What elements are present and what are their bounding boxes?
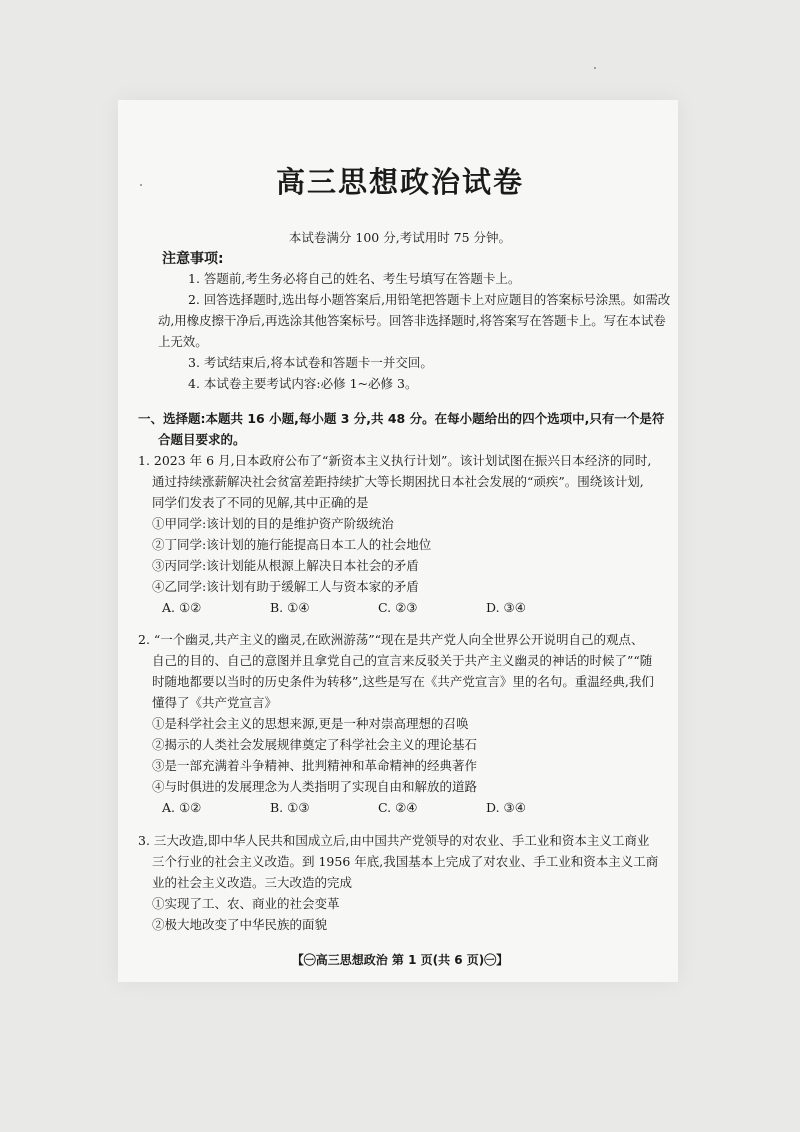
question-option: ②极大地改变了中华民族的面貌 (152, 917, 328, 932)
page-footer: 【㊀高三思想政治 第 1 页(共 6 页)㊀】 (291, 953, 509, 967)
question-stem-line: 3. 三大改造,即中华人民共和国成立后,由中国共产党领导的对农业、手工业和资本主义工商业 (138, 833, 650, 848)
answer-choices (138, 797, 678, 818)
question-option: ④乙同学:该计划有助于缓解工人与资本家的矛盾 (152, 579, 419, 594)
note-item: 2. 回答选择题时,选出每小题答案后,用铅笔把答题卡上对应题目的答案标号涂黑。如需改动,用橡皮擦干净后,再选涂其他答案标号。回答非选择题时,将答案写在答题卡上。写在本试卷上无效。 (158, 292, 671, 349)
section-heading-line: 合题目要求的。 (158, 432, 246, 447)
answer-choices (138, 597, 678, 618)
scan-speck (140, 184, 142, 186)
question-2 (138, 629, 678, 818)
answer-choice: A. ①② (162, 600, 202, 615)
exam-subtitle: 本试卷满分 100 分,考试用时 75 分钟。 (288, 230, 512, 245)
answer-choice: B. ①③ (270, 800, 310, 815)
note-item: 4. 本试卷主要考试内容:必修 1~必修 3。 (188, 376, 418, 391)
section-heading (138, 408, 668, 450)
question-stem-line: 通过持续涨薪解决社会贫富差距持续扩大等长期困扰日本社会发展的“顽疾”。围绕该计划, (152, 474, 644, 489)
question-option: ①是科学社会主义的思想来源,更是一种对崇高理想的召唤 (152, 716, 469, 731)
question-stem-line: 1. 2023 年 6 月,日本政府公布了“新资本主义执行计划”。该计划试图在振兴日本经济的同时, (138, 453, 652, 468)
notes-heading: 注意事项: (162, 251, 224, 267)
question-stem-line: 业的社会主义改造。三大改造的完成 (152, 875, 353, 890)
question-option: ①甲同学:该计划的目的是维护资产阶级统治 (152, 516, 394, 531)
question-stem-line: 自己的目的、自己的意图并且拿党自己的宣言来反驳关于共产主义幽灵的神话的时候了”“随 (152, 653, 653, 668)
question-option: ①实现了工、农、商业的社会变革 (152, 896, 340, 911)
question-1 (138, 450, 678, 618)
scan-speck (594, 67, 596, 69)
answer-choice: D. ③④ (486, 800, 526, 815)
note-item: 1. 答题前,考生务必将自己的姓名、考生号填写在答题卡上。 (188, 271, 521, 286)
question-option: ③是一部充满着斗争精神、批判精神和革命精神的经典著作 (152, 758, 478, 773)
question-stem-line: 2. “一个幽灵,共产主义的幽灵,在欧洲游荡”“现在是共产党人向全世界公开说明自己的观点、 (138, 632, 644, 647)
question-stem-line: 同学们发表了不同的见解,其中正确的是 (152, 495, 369, 510)
exam-title: 高三思想政治试卷 (275, 165, 524, 199)
answer-choice: C. ②③ (378, 600, 418, 615)
question-option: ④与时俱进的发展理念为人类指明了实现自由和解放的道路 (152, 779, 478, 794)
notes-list (158, 268, 678, 394)
section-heading-line: 一、选择题:本题共 16 小题,每小题 3 分,共 48 分。在每小题给出的四个选项中,只有一个是符 (138, 411, 665, 426)
question-stem-line: 懂得了《共产党宣言》 (152, 695, 278, 710)
question-stem-line: 三个行业的社会主义改造。到 1956 年底,我国基本上完成了对农业、手工业和资本主义工商 (152, 854, 659, 869)
question-stem-line: 时随地都要以当时的历史条件为转移”,这些是写在《共产党宣言》里的名句。重温经典,我们 (152, 674, 654, 689)
question-3 (138, 830, 678, 935)
question-option: ③丙同学:该计划能从根源上解决日本社会的矛盾 (152, 558, 419, 573)
answer-choice: C. ②④ (378, 800, 418, 815)
question-option: ②揭示的人类社会发展规律奠定了科学社会主义的理论基石 (152, 737, 478, 752)
answer-choice: A. ①② (162, 800, 202, 815)
answer-choice: B. ①④ (270, 600, 310, 615)
note-item: 3. 考试结束后,将本试卷和答题卡一并交回。 (188, 355, 433, 370)
answer-choice: D. ③④ (486, 600, 526, 615)
question-option: ②丁同学:该计划的施行能提高日本工人的社会地位 (152, 537, 432, 552)
